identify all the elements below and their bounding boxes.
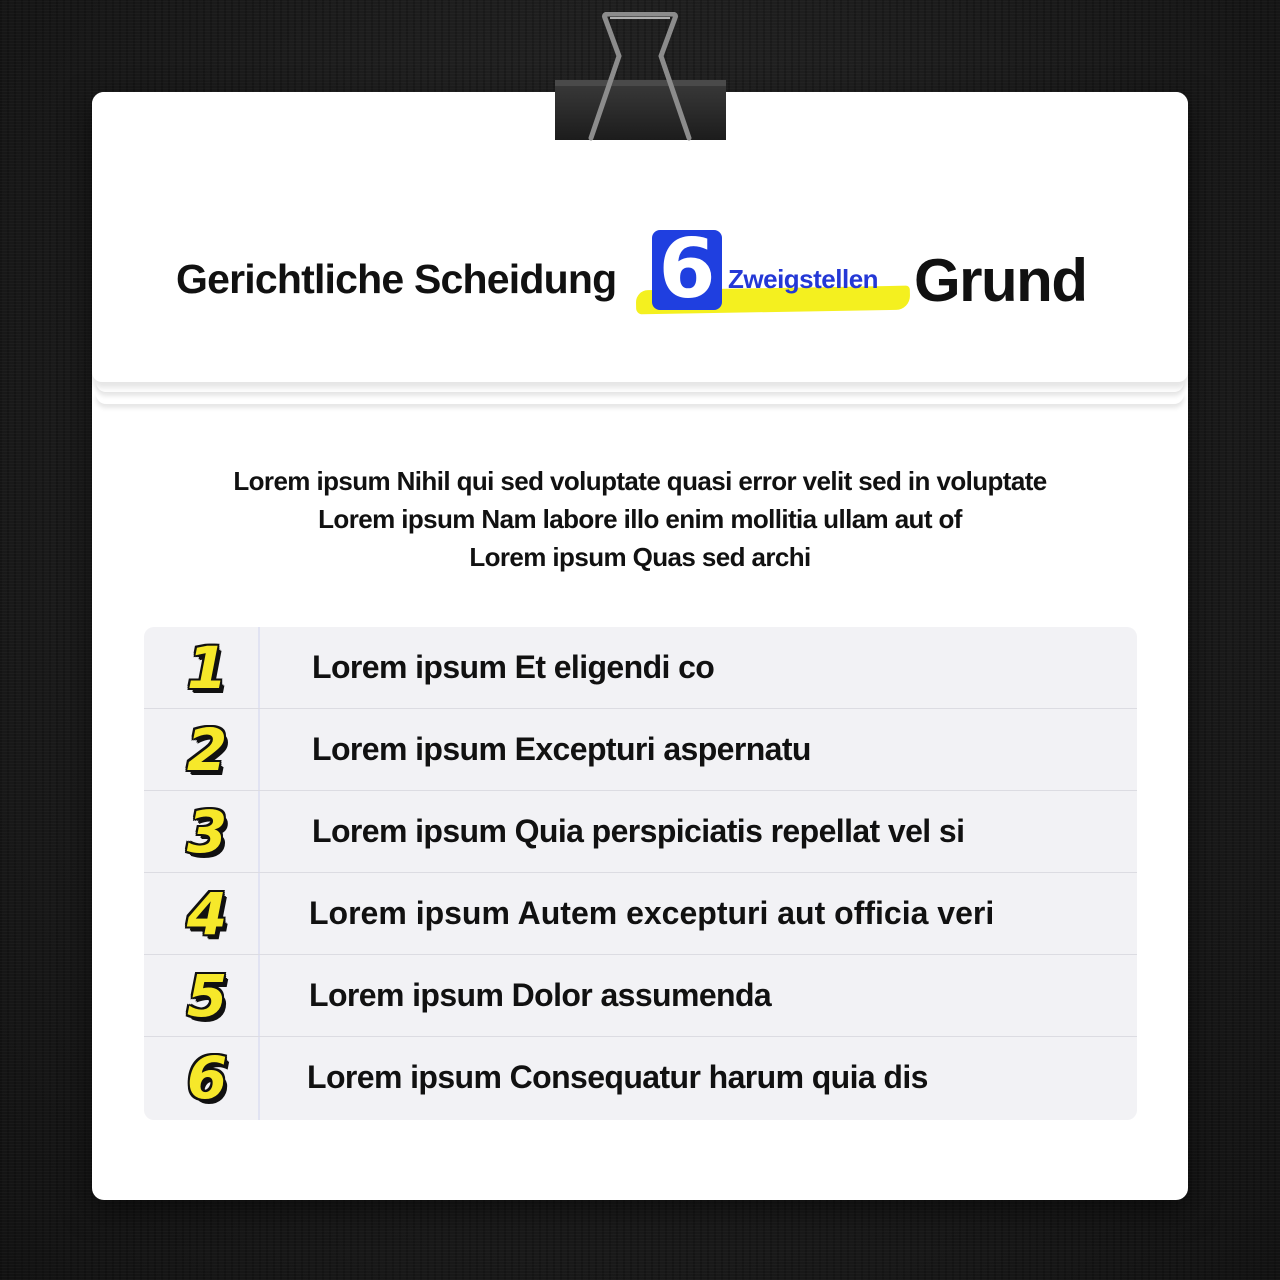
list-item [144,955,1137,1037]
list-item-label: Lorem ipsum Autem excepturi aut officia veri [309,895,995,931]
title-prefix: Gerichtliche Scheidung [176,256,617,302]
paper-stack-edge [96,392,1184,404]
intro-line: Lorem ipsum Nihil qui sed voluptate quasi error velit sed in voluptate [233,466,1047,496]
list-item-number: 3 [186,798,228,866]
list-item-label: Lorem ipsum Dolor assumenda [309,977,772,1013]
list-item-label: Lorem ipsum Et eligendi co [312,649,715,685]
list-item [144,1037,1137,1119]
list-item [144,873,1137,955]
reasons-list [144,627,1137,1120]
title-suffix: Grund [914,247,1087,314]
title-number-badge: 6 [652,230,722,310]
list-item-number: 4 [186,880,228,948]
list-item-label: Lorem ipsum Excepturi aspernatu [312,731,811,767]
intro-line: Lorem ipsum Nam labore illo enim mollitia ullam aut of [318,504,962,534]
list-item-number: 1 [186,634,228,702]
intro-text [140,462,1140,576]
title-badge-word: Zweigstellen [728,264,879,294]
list-item-number: 2 [186,716,228,784]
list-item-number: 6 [186,1044,228,1112]
page-title [176,222,1106,322]
list-item [144,627,1137,709]
list-item-label: Lorem ipsum Quia perspiciatis repellat vel si [312,813,965,849]
list-item-label: Lorem ipsum Consequatur harum quia dis [307,1059,928,1095]
binder-clip-icon [553,12,728,142]
intro-line: Lorem ipsum Quas sed archi [469,542,811,572]
list-item [144,791,1137,873]
list-item-number: 5 [186,962,228,1030]
list-item [144,709,1137,791]
